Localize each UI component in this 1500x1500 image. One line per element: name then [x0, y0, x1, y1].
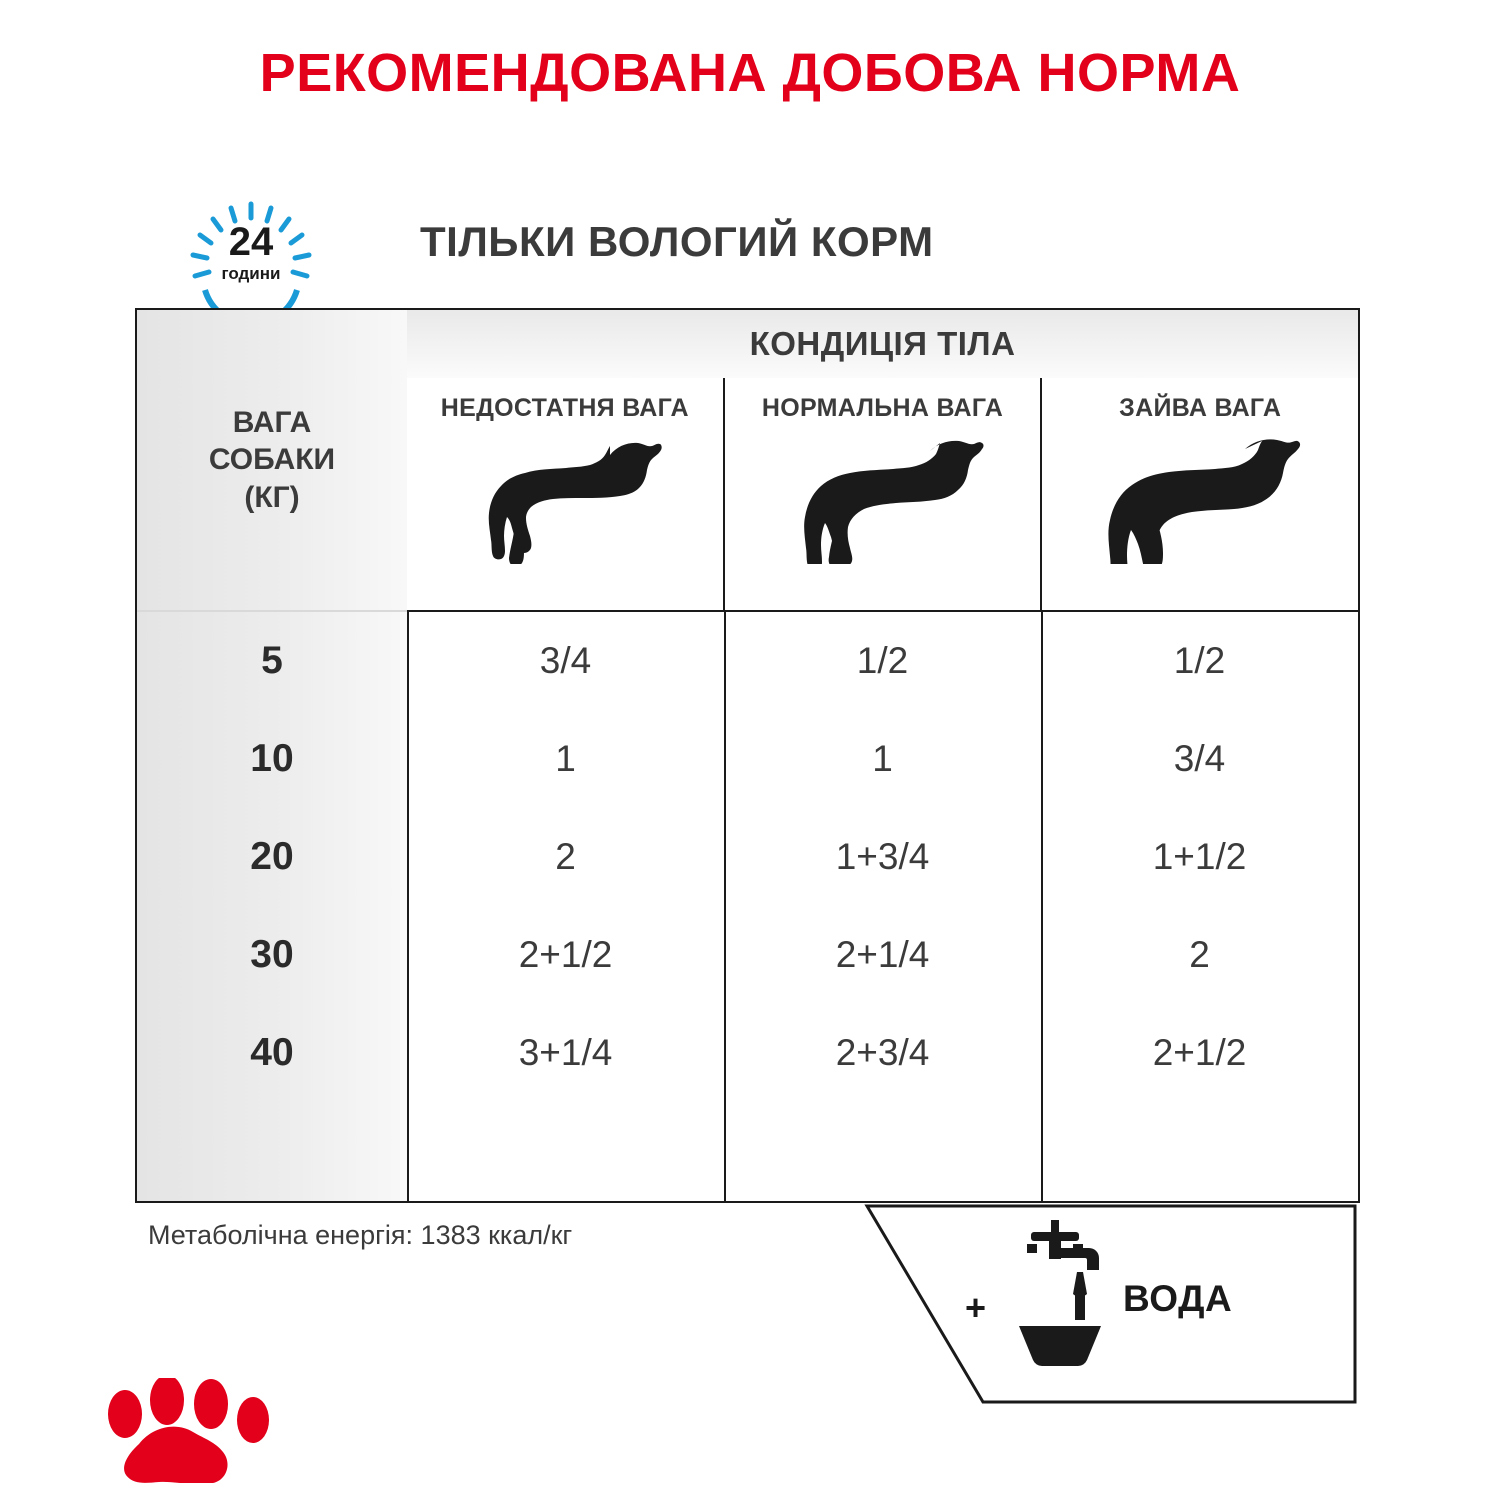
- badge-unit: години: [221, 264, 281, 283]
- cell-overweight: 2+1/2: [1152, 1032, 1247, 1073]
- column-normal-weight: [723, 378, 1041, 610]
- cell-underweight: 2+1/2: [518, 934, 613, 975]
- page-title: РЕКОМЕНДОВАНА ДОБОВА НОРМА: [259, 43, 1241, 103]
- thin-dog-icon: [460, 429, 670, 569]
- weight-header-line-2: СОБАКИ: [208, 443, 336, 477]
- cell-underweight: 1: [555, 738, 576, 779]
- column-underweight: [407, 378, 723, 610]
- cell-normal: 2+3/4: [835, 1032, 930, 1073]
- cell-underweight: 3+1/4: [518, 1032, 613, 1073]
- column-normal-weight-label: НОРМАЛЬНА ВАГА: [761, 394, 1004, 422]
- table-body: [137, 612, 1358, 1201]
- cell-overweight: 1+1/2: [1152, 836, 1247, 877]
- subtitle-wet-food-only: ТІЛЬКИ ВОЛОГИЙ КОРМ: [420, 218, 934, 265]
- metabolic-energy-note: Метаболічна енергія: 1383 ккал/кг: [148, 1220, 573, 1250]
- column-underweight-label: НЕДОСТАТНЯ ВАГА: [440, 394, 689, 422]
- weight-column-header: [137, 310, 407, 610]
- cell-overweight: 2: [1189, 934, 1210, 975]
- column-overweight-label: ЗАЙВА ВАГА: [1119, 394, 1282, 422]
- cell-normal: 1/2: [856, 640, 909, 681]
- cell-weight: 30: [250, 933, 294, 976]
- column-overweight: [1040, 378, 1358, 610]
- table-row: [137, 612, 1358, 710]
- weight-header-line-3: (КГ): [244, 480, 300, 514]
- normal-dog-icon: [778, 429, 988, 569]
- table-row: [137, 710, 1358, 808]
- cell-normal: 1: [872, 738, 893, 779]
- cell-normal: 1+3/4: [835, 836, 930, 877]
- cell-weight: 20: [250, 835, 294, 878]
- royal-canin-logo: [95, 1378, 285, 1483]
- water-callout: [855, 1190, 1375, 1420]
- cell-weight: 5: [261, 639, 283, 682]
- cell-overweight: 3/4: [1173, 738, 1226, 779]
- faucet-bowl-icon: [1005, 1218, 1115, 1373]
- cell-normal: 2+1/4: [835, 934, 930, 975]
- cell-weight: 10: [250, 737, 294, 780]
- feeding-guide-table: [135, 308, 1360, 1203]
- cell-underweight: 2: [555, 836, 576, 877]
- cell-overweight: 1/2: [1173, 640, 1226, 681]
- overweight-dog-icon: [1095, 429, 1305, 569]
- table-row: [137, 1004, 1358, 1102]
- condition-columns: [407, 378, 1358, 610]
- cell-weight: 40: [250, 1031, 294, 1074]
- badge-number: 24: [228, 220, 274, 264]
- cell-underweight: 3/4: [539, 640, 592, 681]
- table-row: [137, 808, 1358, 906]
- water-label: ВОДА: [1123, 1278, 1233, 1319]
- 24-hours-badge: [185, 198, 317, 316]
- weight-header-line-1: ВАГА: [232, 405, 312, 439]
- table-row: [137, 906, 1358, 1004]
- water-plus-sign: +: [965, 1287, 987, 1328]
- body-condition-header: КОНДИЦІЯ ТІЛА: [407, 310, 1358, 378]
